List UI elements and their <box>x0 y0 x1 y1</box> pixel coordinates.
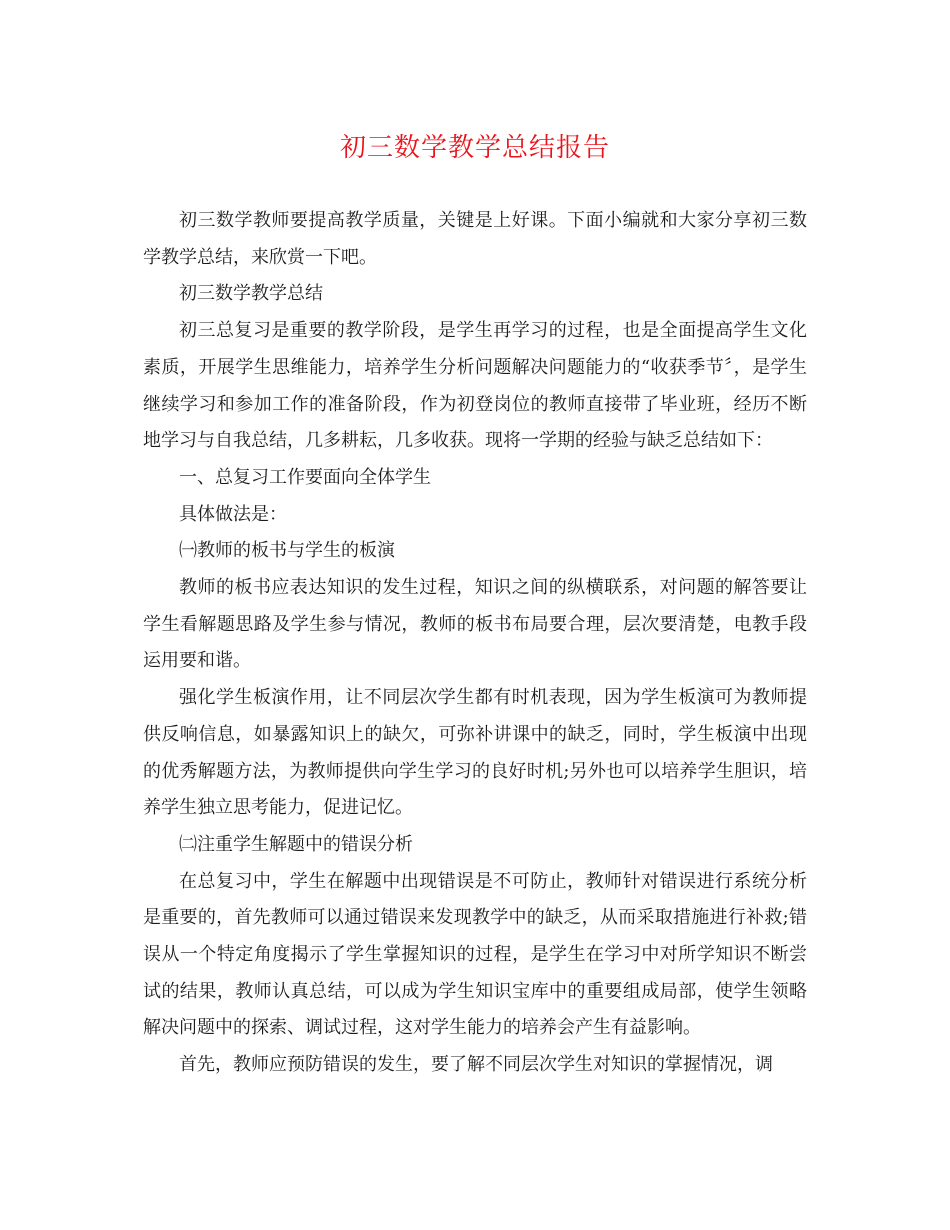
body-paragraph: 首先，教师应预防错误的发生，要了解不同层次学生对知识的掌握情况，调 <box>179 1054 773 1076</box>
document-body <box>143 203 807 1084</box>
body-paragraph: 教师的板书应表达知识的发生过程，知识之间的纵横联系，对问题的解答要让学生看解题思路及学生参与情况，教师的板书布局要合理，层次要清楚，电教手段运用要和谐。 <box>143 577 807 672</box>
subsection-heading: ㈡注重学生解题中的错误分析 <box>179 833 413 855</box>
intro-paragraph: 初三数学教师要提高教学质量，关键是上好课。下面小编就和大家分享初三数学教学总结，来欣赏一下吧。 <box>143 210 807 268</box>
document-title: 初三数学教学总结报告 <box>339 133 610 163</box>
section-heading: 初三数学教学总结 <box>179 283 323 305</box>
body-paragraph: 强化学生板演作用，让不同层次学生都有时机表现，因为学生板演可为教师提供反响信息，如暴露知识上的缺欠，可弥补讲课中的缺乏，同时，学生板演中出现的优秀解题方法，为教师提供向学生学习的良好时机;另外也可以培养学生胆识，培养学生独立思考能力，促进记忆。 <box>143 687 807 819</box>
section-heading: 一、总复习工作要面向全体学生 <box>179 466 431 488</box>
body-paragraph: 具体做法是： <box>179 503 287 525</box>
body-paragraph: 在总复习中，学生在解题中出现错误是不可防止，教师针对错误进行系统分析是重要的，首先教师可以通过错误来发现教学中的缺乏，从而采取措施进行补救;错误从一个特定角度揭示了学生掌握知识的过程，是学生在学习中对所学知识不断尝试的结果，教师认真总结，可以成为学生知识宝库中的重要组成局部，使学生领略解决问题中的探索、调试过程，这对学生能力的培养会产生有益影响。 <box>143 870 807 1039</box>
body-paragraph: 初三总复习是重要的教学阶段，是学生再学习的过程，也是全面提高学生文化素质，开展学生思维能力，培养学生分析问题解决问题能力的“收获季节〞，是学生继续学习和参加工作的准备阶段，作为初登岗位的教师直接带了毕业班，经历不断地学习与自我总结，几多耕耘，几多收获。现将一学期的经验与缺乏总结如下： <box>143 320 807 452</box>
subsection-heading: ㈠教师的板书与学生的板演 <box>179 540 395 562</box>
